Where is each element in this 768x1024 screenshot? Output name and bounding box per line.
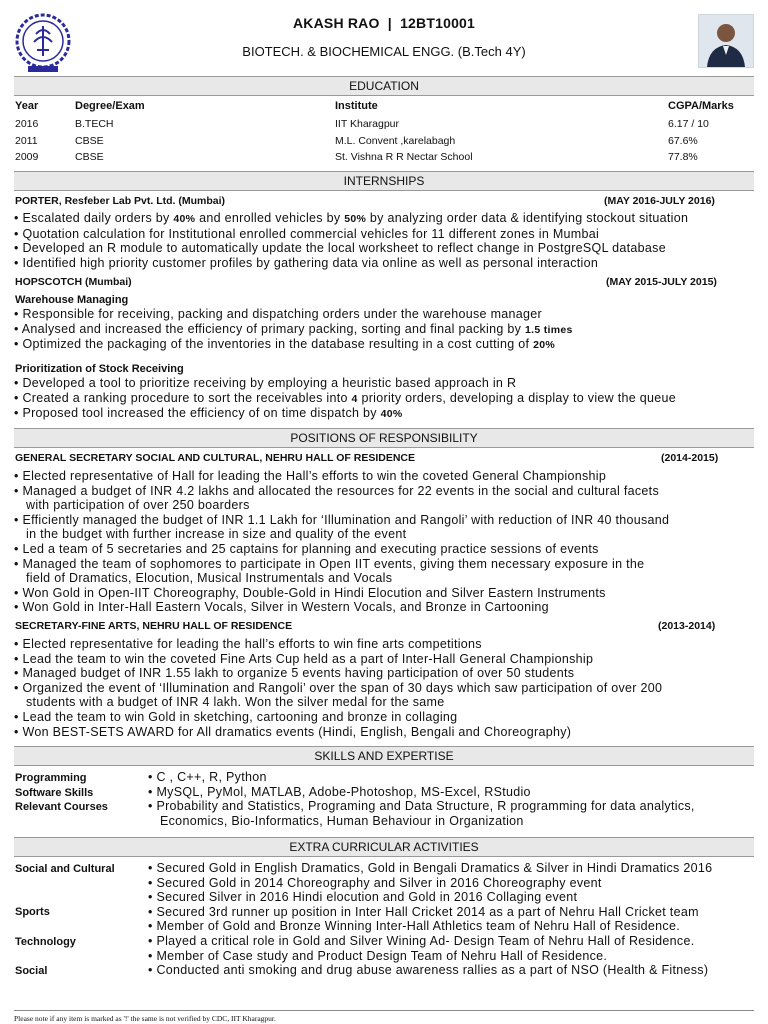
col-degree: Degree/Exam [75, 100, 145, 112]
gs-role: GENERAL SECRETARY SOCIAL AND CULTURAL, NEHRU HALL OF RESIDENCE [15, 452, 415, 464]
list-item: • Probability and Statistics, Programing and Data Structure, R programming for data analytics, [148, 799, 695, 814]
gs-bullets [14, 469, 759, 615]
eca-values [148, 861, 758, 978]
eca-label-social-cultural: Social and Cultural [15, 863, 115, 875]
list-item: • Managed budget of INR 1.55 lakh to organize 5 events having participation of over 50 students [14, 666, 575, 681]
edu-row3-year: 2009 [15, 151, 39, 163]
list-item: • Elected representative of Hall for leading the Hall’s efforts to win the coveted General Championship [14, 469, 607, 483]
list-item-cont: students with a budget of INR 4 lakh. Won the silver medal for the same [26, 695, 445, 710]
list-item: • Analysed and increased the efficiency of primary packing, sorting and final packing by 1.5 times [14, 321, 573, 336]
list-item: • Secured 3rd runner up position in Inter Hall Cricket 2014 as a part of Nehru Hall Cricket team [148, 904, 699, 919]
list-item-cont: Economics, Bio-Informatics, Human Behaviour in Organization [160, 813, 524, 828]
list-item: • MySQL, PyMol, MATLAB, Adobe-Photoshop, MS-Excel, RStudio [148, 784, 531, 799]
warehouse-bullets [14, 307, 759, 353]
list-item: • Proposed tool increased the efficiency of on time dispatch by 40% [14, 406, 403, 421]
department: BIOTECH. & BIOCHEMICAL ENGG. (B.Tech 4Y) [242, 44, 526, 59]
skill-label-courses: Relevant Courses [15, 801, 108, 813]
list-item: • Managed a budget of INR 4.2 lakhs and allocated the resources for 22 events in the social and cultural facets [14, 483, 659, 498]
footer-divider [14, 1010, 754, 1011]
col-institute: Institute [335, 100, 378, 112]
edu-row2-institute: M.L. Convent ,karelabagh [335, 135, 456, 147]
skill-label-software: Software Skills [15, 787, 94, 799]
list-item: • Developed an R module to automatically update the local worksheet to reflect change in PostgreSQL database [14, 241, 666, 256]
col-year: Year [15, 100, 39, 112]
skills-values [148, 770, 758, 828]
edu-row3-degree: CBSE [75, 151, 104, 163]
list-item: • Played a critical role in Gold and Silver Wining Ad- Design Team of Nehru Hall of Residence. [148, 933, 695, 948]
edu-row1-degree: B.TECH [75, 118, 114, 130]
list-item: • Secured Gold in English Dramatics, Gold in Bengali Dramatics & Silver in Hindi Dramatics 2016 [148, 861, 713, 875]
list-item: • Won Gold in Inter-Hall Eastern Vocals, Silver in Western Vocals, and Bronze in Cartooning [14, 600, 549, 615]
list-item: • Elected representative for leading the hall’s efforts to win fine arts competitions [14, 637, 482, 651]
edu-row1-cgpa: 6.17 / 10 [668, 118, 709, 130]
list-item: • Led a team of 5 secretaries and 25 captains for planning and executing practice sessions of events [14, 541, 599, 556]
footer-note: Please note if any item is marked as '!' the same is not verified by CDC, IIT Kharagpur. [14, 1014, 276, 1023]
education-heading: EDUCATION [14, 76, 754, 96]
eca-label-technology: Technology [15, 936, 76, 948]
skill-label-programming: Programming [15, 772, 87, 784]
hopscotch-org: HOPSCOTCH (Mumbai) [15, 276, 132, 288]
hopscotch-dates: (MAY 2015-JULY 2015) [606, 276, 717, 288]
list-item: • C , C++, R, Python [148, 770, 267, 784]
eca-label-sports: Sports [15, 906, 50, 918]
list-item: • Conducted anti smoking and drug abuse awareness rallies as a part of NSO (Health & Fitness) [148, 963, 709, 978]
list-item: • Created a ranking procedure to sort the receivables into 4 priority orders, developing a display to view the queue [14, 390, 677, 405]
eca-label-social: Social [15, 965, 48, 977]
list-item: • Responsible for receiving, packing and dispatching orders under the warehouse manager [14, 307, 543, 321]
fa-role: SECRETARY-FINE ARTS, NEHRU HALL OF RESIDENCE [15, 620, 293, 632]
edu-row3-institute: St. Vishna R R Nectar School [335, 151, 473, 163]
porter-dates: (MAY 2016-JULY 2016) [604, 195, 715, 207]
fa-bullets [14, 637, 759, 739]
stock-bullets [14, 376, 759, 422]
list-item: • Optimized the packaging of the inventories in the database resulting in a cost cutting of 20% [14, 337, 556, 352]
list-item: • Managed the team of sophomores to participate in Open IIT events, giving them necessary exposure in the [14, 556, 645, 571]
gs-dates: (2014-2015) [661, 452, 719, 464]
list-item: • Identified high priority customer profiles by gathering data via online as well as personal interaction [14, 255, 599, 270]
edu-row1-institute: IIT Kharagpur [335, 118, 400, 130]
list-item: • Organized the event of ‘Illumination and Rangoli’ over the span of 30 days which saw participation of over 200 [14, 680, 663, 695]
fa-dates: (2013-2014) [658, 620, 716, 632]
skills-heading: SKILLS AND EXPERTISE [14, 746, 754, 766]
edu-row2-cgpa: 67.6% [668, 135, 698, 147]
stock-subheading: Prioritization of Stock Receiving [15, 363, 184, 375]
col-cgpa: CGPA/Marks [668, 100, 734, 112]
porter-org: PORTER, Resfeber Lab Pvt. Ltd. (Mumbai) [15, 195, 226, 207]
list-item: • Won Gold in Open-IIT Choreography, Double-Gold in Hindi Elocution and Silver Eastern Instruments [14, 585, 606, 600]
list-item: • Secured Gold in 2014 Choreography and Silver in 2016 Choreography event [148, 875, 602, 890]
roll-number: 12BT10001 [400, 15, 476, 31]
internships-heading: INTERNSHIPS [14, 171, 754, 191]
list-item-cont: in the budget with further increase in size and quality of the event [26, 527, 407, 542]
edu-row3-cgpa: 77.8% [668, 151, 698, 163]
porter-bullets [14, 211, 759, 270]
por-heading: POSITIONS OF RESPONSIBILITY [14, 428, 754, 448]
candidate-name: AKASH RAO [292, 15, 380, 31]
edu-row2-year: 2011 [15, 135, 38, 147]
list-item: • Lead the team to win the coveted Fine Arts Cup held as a part of Inter-Hall General Championship [14, 651, 594, 666]
list-item: • Developed a tool to prioritize receiving by employing a heuristic based approach in R [14, 376, 517, 390]
candidate-name-line [0, 15, 768, 31]
list-item: • Lead the team to win Gold in sketching, cartooning and bronze in collaging [14, 709, 458, 724]
warehouse-subheading: Warehouse Managing [15, 294, 129, 306]
edu-row2-degree: CBSE [75, 135, 104, 147]
list-item: • Quotation calculation for Institutional enrolled commercial vehicles for 11 different zones in Mumbai [14, 226, 600, 241]
eca-heading: EXTRA CURRICULAR ACTIVITIES [14, 837, 754, 857]
list-item: • Member of Gold and Bronze Winning Inter-Hall Athletics team of Nehru Hall of Residence. [148, 919, 681, 934]
edu-row1-year: 2016 [15, 118, 39, 130]
list-item-cont: with participation of over 250 boarders [26, 498, 250, 513]
list-item: • Efficiently managed the budget of INR 1.1 Lakh for ‘Illumination and Rangoli’ with reduction of INR 40 thousand [14, 512, 670, 527]
list-item: • Won BEST-SETS AWARD for All dramatics events (Hindi, English, Bengali and Choreography) [14, 724, 572, 739]
list-item: • Escalated daily orders by 40% and enrolled vehicles by 50% by analyzing order data & identifying stockout situation [14, 211, 689, 225]
list-item-cont: field of Dramatics, Elocution, Musical Instrumentals and Vocals [26, 571, 393, 586]
name-separator: | [387, 15, 392, 31]
list-item: • Secured Silver in 2016 Hindi elocution and Gold in 2016 Collaging event [148, 890, 578, 905]
list-item: • Member of Case study and Product Design Team of Nehru Hall of Residence. [148, 948, 608, 963]
